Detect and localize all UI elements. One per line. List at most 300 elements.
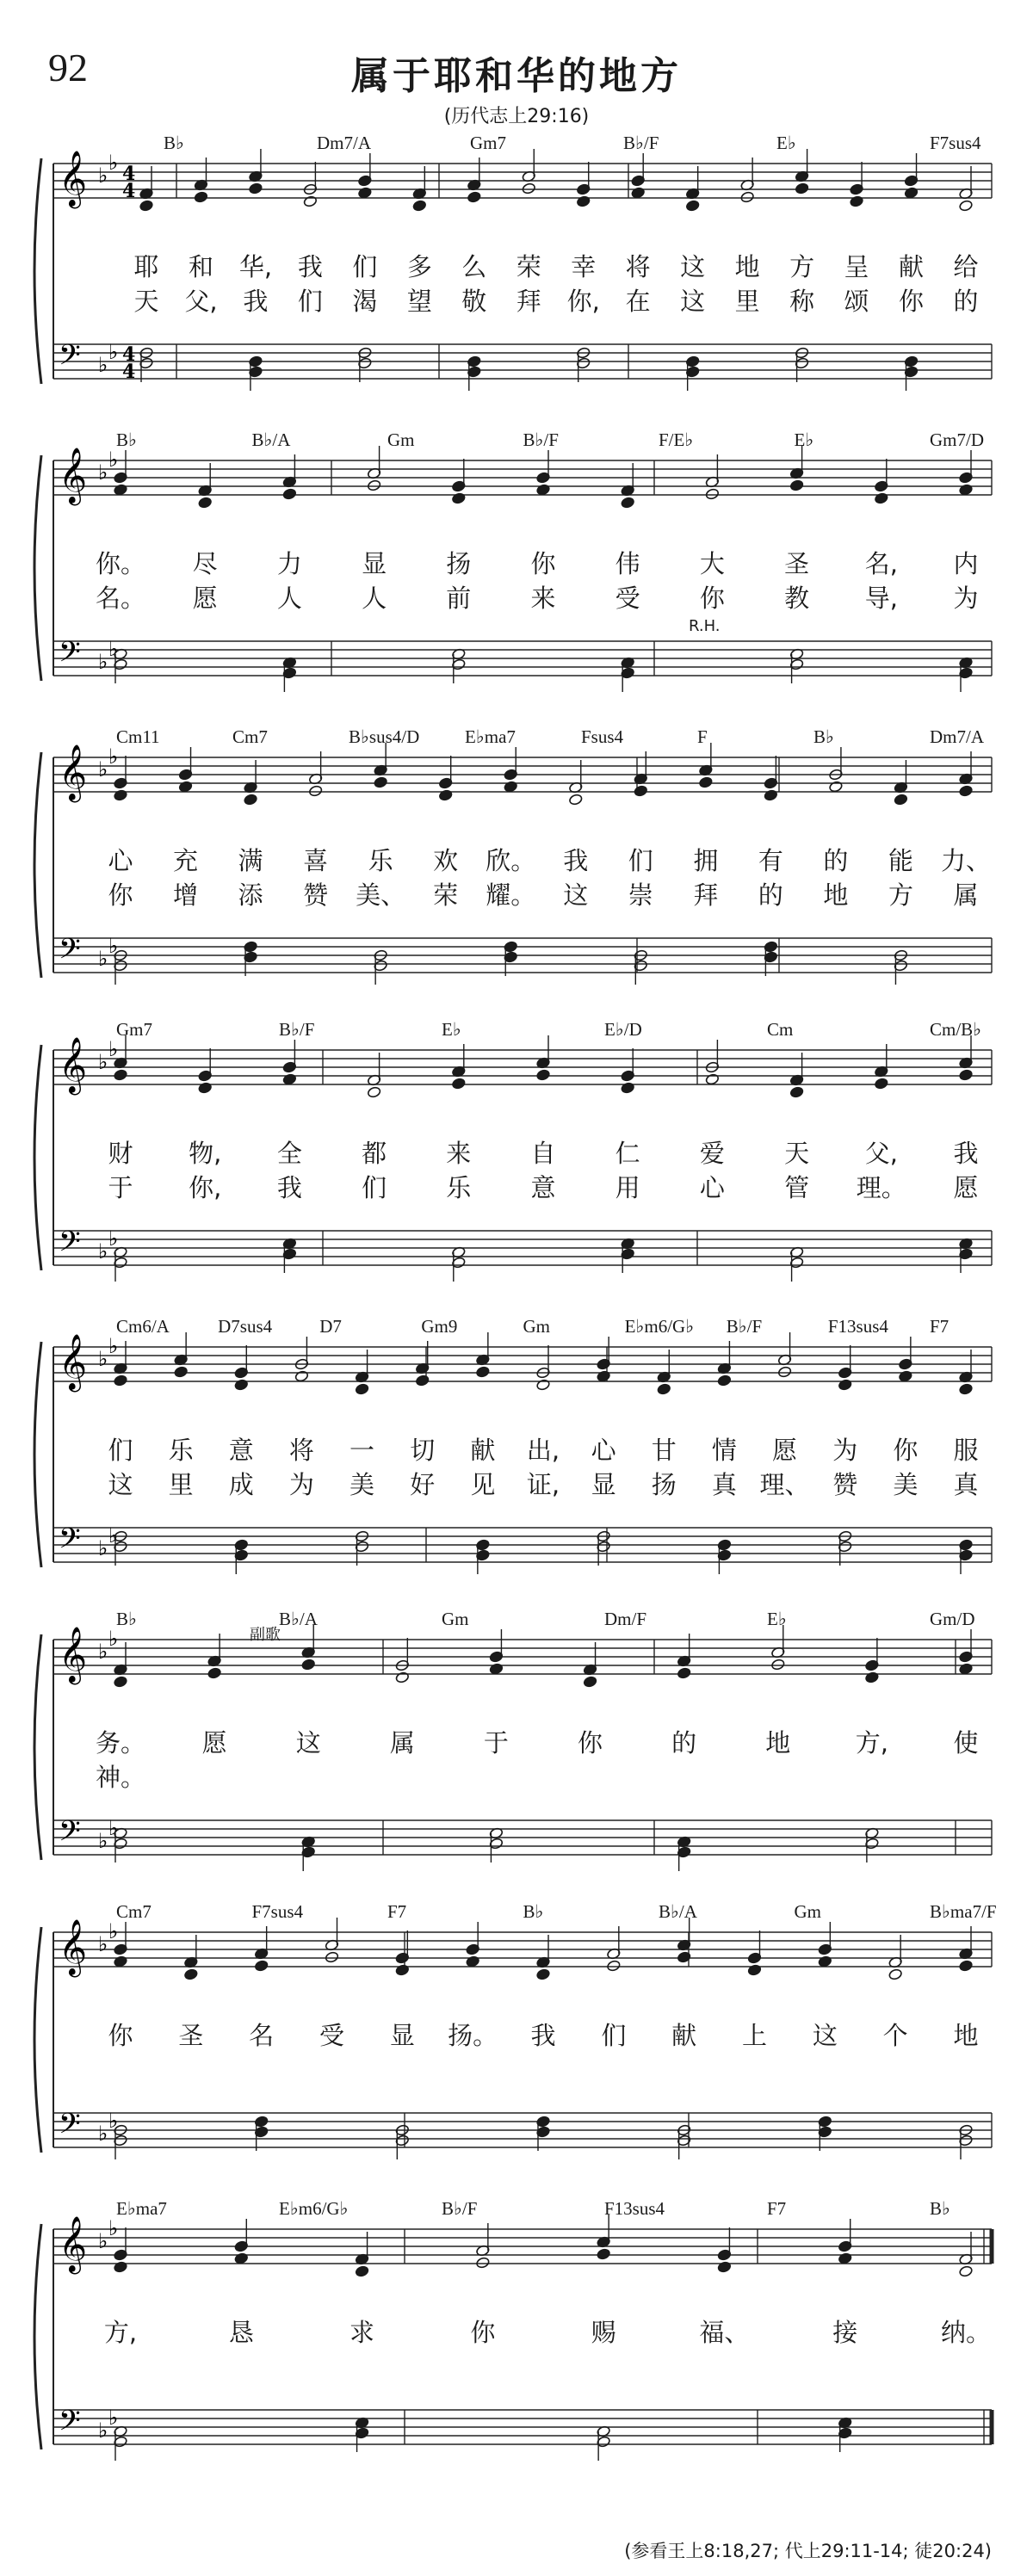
lyric-verse-1: 你 [108,2021,133,2050]
note-head [358,187,373,199]
note-head [740,191,755,203]
system-staves [0,1906,1033,2195]
lyric-verse-1: 求 [349,2318,375,2347]
music-system [0,1609,1033,1902]
lyric-verse-2: 人 [276,584,302,613]
chord-symbol: Cm6/A [116,1316,170,1337]
lyric-verse-2: 神。 [95,1763,146,1792]
lyric-verse-1: 这 [812,2021,838,2050]
lyric-verse-1: 上 [741,2021,768,2050]
chord-symbol: Gm7 [116,1019,152,1040]
lyric-verse-1: 呈 [844,252,869,281]
flat-icon: ♭ [98,757,108,781]
lyric-verse-1: 出, [526,1436,560,1465]
note-head [249,182,263,195]
lyric-verse-1: 这 [295,1728,321,1757]
note-head [198,497,213,509]
lyric-verse-1: 甘 [651,1436,677,1465]
lyric-verse-2: 人 [362,584,387,613]
lyric-verse-2: 的 [758,880,783,910]
flat-icon: ♭ [108,1334,119,1358]
flat-icon: ♭ [98,947,108,971]
treble-clef-icon: 𝄞 [59,1627,88,1683]
system-staves [0,1321,1033,1609]
lyric-verse-2: 我 [276,1173,302,1202]
lyric-verse-2: 颂 [844,287,869,316]
chord-symbol: Gm [794,1901,821,1922]
lyric-verse-1: 父, [864,1139,898,1168]
lyric-verse-2: 增 [173,880,199,910]
chord-symbol: F7sus4 [251,1901,304,1922]
note-head [583,1676,597,1688]
note-head [777,1366,792,1378]
lyric-verse-1: 地 [734,252,760,281]
note-head [194,191,208,203]
chord-symbol: Dm7/A [930,726,984,747]
lyric-verse-2: 你, [189,1173,222,1202]
lyric-verse-2: 导, [864,584,898,613]
lyric-verse-1: 属 [389,1728,415,1757]
note-head [114,1676,128,1688]
lyric-verse-2: 名。 [95,584,146,613]
lyric-verse-2: 真 [953,1470,979,1499]
note-head [904,187,919,199]
note-head [234,2252,249,2264]
lyric-verse-1: 圣 [178,2021,204,2050]
chord-symbol: E♭ma7 [116,2198,167,2219]
flat-icon: ♭ [98,460,108,485]
lyric-verse-2: 耀。 [486,880,536,910]
chord-symbol: F7sus4 [930,133,981,153]
lyric-verse-2: 的 [953,287,979,316]
note-head [838,2252,852,2264]
lyric-verse-1: 乐 [368,846,393,875]
note-head [415,1374,430,1387]
chord-symbol: E♭ma7 [465,726,516,747]
lyric-verse-1: 喜 [303,846,329,875]
chord-symbol: B♭/F [279,1019,315,1040]
lyric-verse-1: 物, [189,1139,222,1168]
lyric-verse-1: 和 [188,252,213,281]
flat-icon: ♭ [108,2109,119,2133]
chord-symbol: Dm/F [604,1609,647,1629]
note-head [282,1073,297,1085]
treble-clef-icon: 𝄞 [59,1334,88,1390]
treble-clef-icon: 𝄞 [59,1037,88,1093]
flat-icon: ♭ [108,340,119,364]
flat-icon: ♭ [108,448,119,472]
note-head [850,195,864,207]
bass-staff [53,344,992,379]
music-system [0,429,1033,723]
lyric-verse-1: 荣 [516,252,541,281]
chord-symbol: B♭/F [442,2198,478,2219]
note-head [244,794,258,806]
hymn-number: 92 [48,46,88,90]
note-head [114,1069,128,1081]
music-system [0,1316,1033,1609]
lyric-verse-2: 为 [288,1470,314,1499]
lyric-verse-1: 华, [238,252,273,281]
chord-symbol: E♭/D [604,1019,642,1040]
note-head [865,1671,880,1683]
flat-icon: ♭ [98,2229,108,2253]
lyric-verse-2: 成 [228,1470,254,1499]
note-head [568,794,583,806]
note-head [489,1663,504,1675]
brace [34,2224,41,2449]
note-head [875,492,889,504]
chord-symbol: E♭ [794,429,814,450]
lyric-verse-1: 心 [108,846,133,875]
lyric-verse-1: 天 [784,1139,810,1168]
lyric-verse-1: 赐 [591,2318,616,2347]
flat-icon: ♭ [108,1523,119,1547]
lyric-verse-1: 地 [765,1728,791,1757]
lyric-verse-1: 多 [406,252,432,281]
lyric-verse-1: 的 [671,1728,697,1757]
chord-symbol: E♭m6/G♭ [624,1316,695,1337]
note-head [178,781,193,793]
note-head [476,2257,491,2269]
flat-icon: ♭ [98,1640,108,1664]
chord-symbol: B♭ [930,2198,950,2219]
music-system [0,726,1033,1020]
lyric-verse-2: 赞 [832,1470,858,1499]
chord-symbol: E♭ [767,1609,787,1629]
flat-icon: ♭ [108,1919,119,1943]
lyric-verse-1: 扬 [446,549,472,578]
note-head [254,1960,269,1972]
lyric-verse-1: 显 [362,549,387,578]
lyric-verse-1: 你 [530,549,556,578]
note-head [536,1069,551,1081]
flat-icon: ♭ [98,164,108,188]
flat-icon: ♭ [98,1536,108,1560]
brace [34,1927,41,2153]
brace [34,1634,41,1860]
flat-icon: ♭ [108,1627,119,1651]
lyric-verse-2: 理。 [856,1173,906,1202]
lyric-verse-1: 方 [789,252,815,281]
chord-symbol: B♭ [116,1609,137,1629]
bass-staff [53,938,992,973]
note-head [621,497,635,509]
lyric-verse-1: 服 [953,1436,979,1465]
lyric-verse-2: 称 [789,287,815,316]
lyric-verse-1: 献 [470,1436,496,1465]
note-head [395,1964,410,1976]
lyric-verse-1: 们 [352,252,378,281]
lyric-verse-1: 全 [276,1139,302,1168]
lyric-verse-1: 幸 [571,252,597,281]
lyric-verse-1: 你 [578,1728,603,1757]
note-head [829,781,844,793]
note-head [325,1951,339,1963]
chord-symbol: F13sus4 [604,2198,665,2219]
note-head [355,1383,369,1395]
lyric-verse-2: 好 [410,1470,436,1499]
chord-symbol: B♭/F [623,133,659,153]
note-head [899,1370,913,1382]
lyric-verse-1: 我 [953,1139,979,1168]
chord-symbol: F7 [930,1316,949,1337]
note-head [395,1671,410,1683]
bass-clef-icon: 𝄢 [59,636,81,676]
lyric-verse-2: 地 [823,880,849,910]
lyric-verse-1: 扬。 [448,2021,498,2050]
lyric-verse-1: 圣 [784,549,810,578]
time-signature-top: 4 [122,343,136,366]
chord-symbol: Gm [523,1316,550,1337]
lyric-verse-1: 愿 [772,1436,798,1465]
lyric-verse-1: 乐 [168,1436,194,1465]
lyric-verse-2: 真 [711,1470,737,1499]
note-head [207,1667,222,1679]
note-head [747,1964,762,1976]
note-head [789,479,804,491]
lyric-verse-2: 里 [734,287,760,316]
chord-symbol: F7 [387,1901,407,1922]
lyric-verse-1: 地 [953,2021,979,2050]
bass-staff [53,1231,992,1265]
note-head [466,1955,480,1968]
flat-icon: ♭ [98,2418,108,2443]
lyric-verse-1: 欢 [433,846,459,875]
note-head [114,1955,128,1968]
note-head [789,1086,804,1098]
note-head [114,1374,128,1387]
flat-icon: ♭ [98,1239,108,1263]
chord-symbol: Gm [387,429,415,450]
lyric-verse-1: 爱 [699,1139,725,1168]
lyric-verse-1: 为 [832,1436,858,1465]
lyric-verse-2: 意 [530,1173,556,1202]
lyric-verse-2: 你 [108,880,133,910]
lyric-verse-1: 意 [228,1436,254,1465]
flat-icon: ♭ [108,151,119,175]
lyric-verse-2: 荣 [433,880,459,910]
bass-staff [53,641,992,676]
note-head [412,200,427,212]
music-system [0,1019,1033,1313]
lyric-verse-1: 使 [953,1728,979,1757]
flat-icon: ♭ [98,1932,108,1956]
flat-icon: ♭ [98,1347,108,1371]
lyric-verse-2: 受 [615,584,640,613]
lyric-verse-1: 愿 [201,1728,227,1757]
lyric-verse-1: 能 [888,846,913,875]
flat-icon: ♭ [108,1226,119,1251]
lyric-verse-2: 们 [297,287,323,316]
chord-symbol: B♭/F [523,429,559,450]
chord-symbol: E♭ [442,1019,461,1040]
flat-icon: ♭ [98,1829,108,1853]
lyric-verse-2: 乐 [446,1173,472,1202]
note-head [894,794,908,806]
lyric-verse-1: 内 [953,549,979,578]
note-head [114,789,128,801]
lyric-verse-2: 渴 [352,287,378,316]
note-head [959,1069,974,1081]
chord-symbol: B♭ [813,726,834,747]
chord-symbol: E♭ [776,133,796,153]
chord-symbol: Cm7 [232,726,268,747]
chord-symbol: B♭/A [251,429,291,450]
scripture-reference: (历代志上29:16) [443,106,590,127]
bass-clef-icon: 𝄢 [59,2405,81,2444]
lyric-verse-2: 属 [953,880,979,910]
note-head [301,1659,316,1671]
lyric-verse-1: 你 [893,1436,919,1465]
note-head [770,1659,785,1671]
treble-clef-icon: 𝄞 [59,448,88,503]
note-head [717,2261,732,2273]
lyric-verse-1: 名 [249,2021,275,2050]
note-head [705,488,720,500]
lyric-verse-1: 于 [483,1728,509,1757]
lyric-verse-1: 这 [680,252,706,281]
lyric-verse-1: 献 [671,2021,697,2050]
lyric-verse-1: 么 [461,252,487,281]
note-head [621,1082,635,1094]
lyric-verse-1: 心 [591,1436,616,1465]
note-head [818,1955,832,1968]
treble-clef-icon: 𝄞 [59,151,88,207]
lyric-verse-1: 一 [349,1436,375,1465]
note-head [959,484,974,496]
lyric-verse-1: 受 [319,2021,345,2050]
lyric-verse-1: 尽 [192,549,218,578]
right-hand-marking: R.H. [689,617,721,635]
lyric-verse-1: 接 [832,2318,858,2347]
note-head [452,492,467,504]
flat-icon: ♭ [98,2122,108,2146]
lyric-verse-1: 情 [711,1436,737,1465]
note-head [308,785,323,797]
lyric-verse-2: 望 [406,287,432,316]
note-head [282,488,297,500]
lyric-verse-1: 力、 [940,846,992,875]
brace [34,455,41,681]
lyric-verse-1: 仁 [615,1139,640,1168]
lyric-verse-1: 耶 [133,252,159,281]
hymn-title: 属于耶和华的地方 [351,54,682,98]
lyric-verse-2: 赞 [303,880,329,910]
lyric-verse-1: 方, [103,2318,138,2347]
lyric-verse-1: 务。 [95,1728,146,1757]
treble-staff [53,1347,992,1381]
lyric-verse-2: 扬 [651,1470,677,1499]
lyric-verse-2: 为 [953,584,979,613]
note-head [536,484,551,496]
lyric-verse-2: 方 [888,880,913,910]
treble-staff [53,1050,992,1084]
lyric-verse-1: 的 [823,846,849,875]
note-head [198,1082,213,1094]
lyric-verse-1: 切 [410,1436,436,1465]
note-head [959,200,974,212]
chord-symbol: B♭/A [659,1901,697,1922]
lyric-verse-1: 都 [362,1139,387,1168]
lyric-verse-2: 管 [784,1173,810,1202]
flat-icon: ♭ [108,1037,119,1061]
note-head [597,1370,611,1382]
lyric-verse-1: 有 [758,846,783,875]
chord-symbol: E♭m6/G♭ [279,2198,349,2219]
note-head [536,1379,551,1391]
note-head [959,785,974,797]
lyric-verse-1: 福、 [699,2318,750,2347]
lyric-verse-1: 满 [238,846,263,875]
lyric-verse-1: 欣。 [486,846,536,875]
note-head [795,182,809,195]
note-head [355,2265,369,2277]
time-signature-top: 4 [122,163,136,185]
chord-symbol: F [697,726,708,747]
chord-symbol: Gm [442,1609,469,1629]
lyric-verse-2: 愿 [192,584,218,613]
note-head [657,1383,671,1395]
lyric-verse-2: 你 [699,584,725,613]
treble-staff [53,757,992,792]
note-head [677,1667,691,1679]
lyric-verse-1: 你。 [95,549,146,578]
lyric-verse-2: 美 [349,1470,375,1499]
system-staves [0,2203,1033,2492]
chord-symbol: Fsus4 [581,726,624,747]
note-head [174,1366,189,1378]
note-head [634,785,648,797]
treble-staff [53,460,992,495]
chord-symbol: Gm7 [470,133,506,153]
lyric-verse-2: 美、 [356,880,406,910]
note-head [959,1383,974,1395]
lyric-verse-1: 你 [470,2318,496,2347]
note-head [838,1379,852,1391]
lyric-verse-2: 崇 [628,880,653,910]
footer-references: (参看王上8:18,27; 代上29:11-14; 徒20:24) [624,2541,992,2561]
note-head [875,1078,889,1090]
treble-staff [53,1640,992,1674]
bass-clef-icon: 𝄢 [59,2108,81,2147]
flat-icon: ♭ [108,637,119,661]
lyric-verse-2: 这 [680,287,706,316]
lyric-verse-1: 将 [288,1436,314,1465]
lyric-verse-1: 伟 [615,549,640,578]
bass-clef-icon: 𝄢 [59,1226,81,1265]
lyric-verse-2: 理、 [759,1470,810,1499]
chord-symbol: Gm9 [421,1316,458,1337]
note-head [184,1968,199,1980]
chord-symbol: B♭ [116,429,137,450]
chord-symbol: Cm11 [116,726,160,747]
chord-symbol: D7 [319,1316,342,1337]
lyric-verse-2: 天 [133,287,159,316]
lyric-verse-2: 里 [168,1470,194,1499]
note-head [536,1968,551,1980]
note-head [114,484,128,496]
lyric-verse-1: 名, [864,549,898,578]
lyric-verse-2: 添 [238,880,263,910]
chord-symbol: Cm7 [116,1901,152,1922]
chord-symbol: Gm/D [930,1609,975,1629]
note-head [576,195,591,207]
note-head [438,789,453,801]
lyric-verse-2: 你 [899,287,925,316]
bass-clef-icon: 𝄢 [59,339,81,379]
brace [34,158,41,384]
